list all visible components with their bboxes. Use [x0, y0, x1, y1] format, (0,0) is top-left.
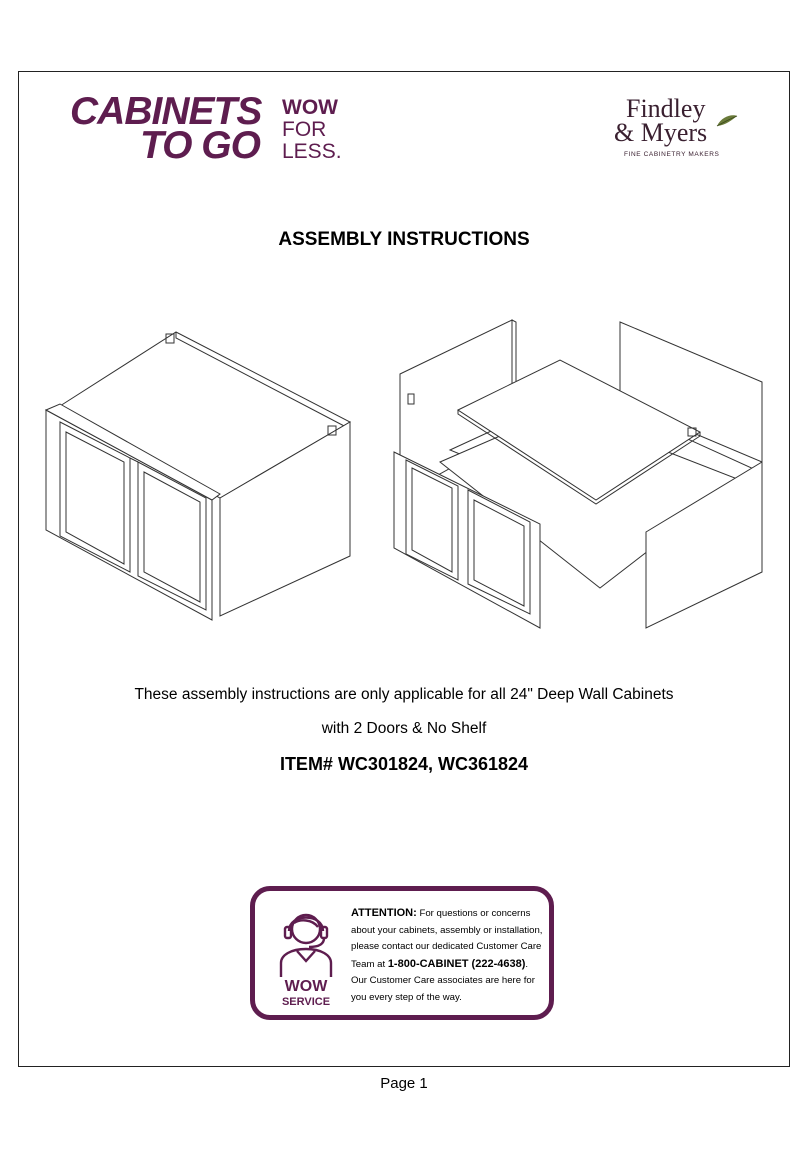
- item-numbers: ITEM# WC301824, WC361824: [279, 754, 529, 774]
- logo-tag-less: LESS.: [282, 140, 342, 163]
- logo-line2: TO GO: [140, 124, 260, 167]
- leaf-icon: [716, 114, 738, 128]
- badge-service-label: SERVICE: [281, 996, 331, 1008]
- logo-tag-for: FOR: [282, 118, 327, 141]
- assembled-cabinet-drawing: [46, 332, 350, 620]
- fm-logo-line1: Findley: [626, 94, 706, 123]
- cabinet-illustration: [40, 310, 770, 640]
- attention-text-2: about your cabinets, assembly or installation,: [351, 924, 543, 936]
- attention-box: [250, 886, 554, 1020]
- attention-text-3: please contact our dedicated Customer Care: [351, 941, 542, 953]
- description-line1: These assembly instructions are only applicable for all 24" Deep Wall Cabinets: [134, 686, 674, 703]
- attention-text-6: you every step of the way.: [351, 991, 462, 1003]
- badge-wow-label: WOW: [284, 978, 328, 995]
- page-title: ASSEMBLY INSTRUCTIONS: [278, 229, 530, 250]
- fm-logo-line2: & Myers: [614, 118, 708, 147]
- attention-heading: ATTENTION:: [351, 907, 417, 919]
- cabinets-to-go-logo: [70, 90, 350, 167]
- customer-care-phone: 1-800-CABINET (222-4638): [387, 957, 526, 970]
- attention-text-1: For questions or concerns: [419, 908, 531, 919]
- findley-myers-logo: [614, 94, 734, 164]
- description-line2: with 2 Doors & No Shelf: [321, 720, 487, 737]
- attention-text-4-suffix: .: [525, 958, 529, 970]
- attention-text: [351, 905, 547, 1007]
- logo-tag-wow: WOW: [282, 96, 338, 119]
- logo-line1: CABINETS: [70, 90, 262, 133]
- page-number: Page 1: [380, 1075, 428, 1092]
- wow-service-badge: [267, 901, 345, 1011]
- attention-text-5: Our Customer Care associates are here for: [351, 975, 535, 987]
- fm-tagline: FINE CABINETRY MAKERS: [624, 151, 720, 158]
- attention-text-4: Team at: [351, 958, 386, 970]
- exploded-cabinet-drawing: [394, 320, 762, 628]
- headset-agent-icon: [267, 901, 345, 979]
